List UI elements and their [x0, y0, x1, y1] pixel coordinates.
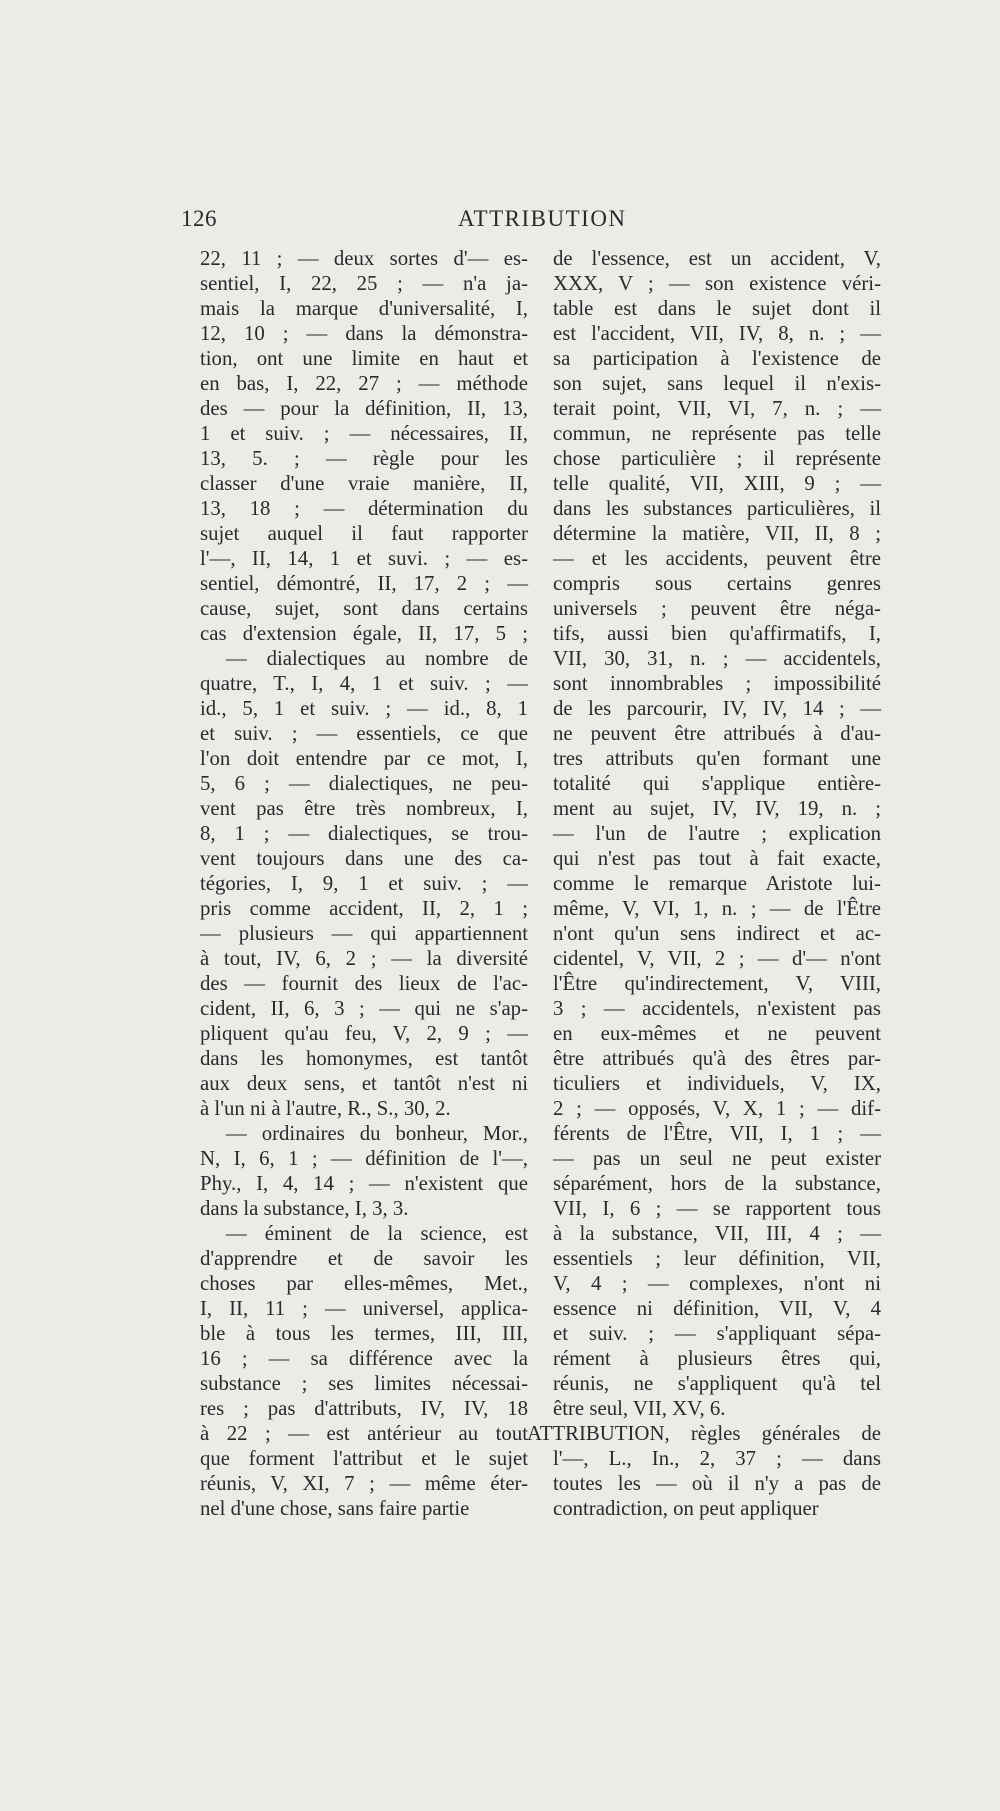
text-line: et suiv. ; — s'appliquant sépa-	[553, 1322, 881, 1345]
text-line: 5, 6 ; — dialectiques, ne peu-	[200, 772, 528, 795]
text-line: tion, ont une limite en haut et	[200, 347, 528, 370]
text-line: — l'un de l'autre ; explication	[553, 822, 881, 845]
text-line: rément à plusieurs êtres qui,	[553, 1347, 881, 1370]
text-line: cidentel, V, VII, 2 ; — d'— n'ont	[553, 947, 881, 970]
text-line: tégories, I, 9, 1 et suiv. ; —	[200, 872, 528, 895]
text-line: 12, 10 ; — dans la démonstra-	[200, 322, 528, 345]
text-line: essentiels ; leur définition, VII,	[553, 1247, 881, 1270]
text-line: est l'accident, VII, IV, 8, n. ; —	[553, 322, 881, 345]
text-line: I, II, 11 ; — universel, applica-	[200, 1297, 528, 1320]
page-header	[181, 206, 627, 238]
text-line: compris sous certains genres	[553, 572, 881, 595]
text-line: res ; pas d'attributs, IV, IV, 18	[200, 1397, 528, 1420]
text-line: à 22 ; — est antérieur au tout	[200, 1422, 528, 1445]
text-line: telle qualité, VII, XIII, 9 ; —	[553, 472, 881, 495]
text-line: des — fournit des lieux de l'ac-	[200, 972, 528, 995]
text-line: quatre, T., I, 4, 1 et suiv. ; —	[200, 672, 528, 695]
text-line: 13, 18 ; — détermination du	[200, 497, 528, 520]
text-line: cident, II, 6, 3 ; — qui ne s'ap-	[200, 997, 528, 1020]
text-line: à l'un ni à l'autre, R., S., 30, 2.	[200, 1097, 451, 1120]
text-line: des — pour la définition, II, 13,	[200, 397, 528, 420]
text-line: être seul, VII, XV, 6.	[553, 1397, 726, 1420]
text-line: XXX, V ; — son existence véri-	[553, 272, 881, 295]
text-line: sujet auquel il faut rapporter	[200, 522, 528, 545]
right-column	[527, 246, 881, 1521]
text-line: id., 5, 1 et suiv. ; — id., 8, 1	[200, 697, 528, 720]
left-column	[200, 246, 528, 1521]
text-line: l'—, L., In., 2, 37 ; — dans	[553, 1447, 881, 1470]
text-line: d'apprendre et de savoir les	[200, 1247, 528, 1270]
text-line: ne peuvent être attribués à d'au-	[553, 722, 881, 745]
text-line: dans les substances particulières, il	[553, 497, 881, 520]
text-line: essence ni définition, VII, V, 4	[553, 1297, 881, 1320]
text-line: dans la substance, I, 3, 3.	[200, 1197, 409, 1220]
text-line: 13, 5. ; — règle pour les	[200, 447, 528, 470]
text-line: que forment l'attribut et le sujet	[200, 1447, 528, 1470]
text-line: 8, 1 ; — dialectiques, se trou-	[200, 822, 528, 845]
text-line: ATTRIBUTION, règles générales de	[527, 1422, 881, 1445]
text-line: — plusieurs — qui appartiennent	[200, 922, 528, 945]
text-line: sont innombrables ; impossibilité	[553, 672, 881, 695]
text-line: même, V, VI, 1, n. ; — de l'Être	[553, 897, 881, 920]
text-line: — pas un seul ne peut exister	[553, 1147, 881, 1170]
text-line: 1 et suiv. ; — nécessaires, II,	[200, 422, 528, 445]
text-line: détermine la matière, VII, II, 8 ;	[553, 522, 881, 545]
text-line: férents de l'Être, VII, I, 1 ; —	[553, 1122, 881, 1145]
text-line: nel d'une chose, sans faire partie	[200, 1497, 470, 1520]
text-line: mais la marque d'universalité, I,	[200, 297, 528, 320]
text-line: V, 4 ; — complexes, n'ont ni	[553, 1272, 881, 1295]
text-line: à la substance, VII, III, 4 ; —	[553, 1222, 881, 1245]
text-line: son sujet, sans lequel il n'exis-	[553, 372, 881, 395]
text-line: n'ont qu'un sens indirect et ac-	[553, 922, 881, 945]
text-line: terait point, VII, VI, 7, n. ; —	[553, 397, 881, 420]
text-line: aux deux sens, et tantôt n'est ni	[200, 1072, 528, 1095]
text-line: l'on doit entendre par ce mot, I,	[200, 747, 528, 770]
text-line: de les parcourir, IV, IV, 14 ; —	[553, 697, 881, 720]
text-line: — ordinaires du bonheur, Mor.,	[226, 1122, 528, 1145]
text-line: dans les homonymes, est tantôt	[200, 1047, 528, 1070]
text-line: 16 ; — sa différence avec la	[200, 1347, 528, 1370]
text-line: chose particulière ; il représente	[553, 447, 881, 470]
text-line: l'Être qu'indirectement, V, VIII,	[553, 972, 881, 995]
text-line: pliquent qu'au feu, V, 2, 9 ; —	[200, 1022, 528, 1045]
text-line: sa participation à l'existence de	[553, 347, 881, 370]
text-line: choses par elles-mêmes, Met.,	[200, 1272, 528, 1295]
text-line: sentiel, I, 22, 25 ; — n'a ja-	[200, 272, 528, 295]
text-line: 22, 11 ; — deux sortes d'— es-	[200, 247, 528, 270]
text-line: VII, 30, 31, n. ; — accidentels,	[553, 647, 881, 670]
text-line: cas d'extension égale, II, 17, 5 ;	[200, 622, 528, 645]
text-line: en eux-mêmes et ne peuvent	[553, 1022, 881, 1045]
text-line: ment au sujet, IV, IV, 19, n. ;	[553, 797, 881, 820]
running-head: ATTRIBUTION	[458, 206, 627, 231]
text-line: réunis, ne s'appliquent qu'à tel	[553, 1372, 881, 1395]
text-line: comme le remarque Aristote lui-	[553, 872, 881, 895]
text-line: commun, ne représente pas telle	[553, 422, 881, 445]
text-line: — et les accidents, peuvent être	[553, 547, 881, 570]
text-line: tifs, aussi bien qu'affirmatifs, I,	[553, 622, 881, 645]
text-line: — dialectiques au nombre de	[226, 647, 528, 670]
text-line: toutes les — où il n'y a pas de	[553, 1472, 881, 1495]
text-line: être attribués qu'à des êtres par-	[553, 1047, 881, 1070]
text-line: réunis, V, XI, 7 ; — même éter-	[200, 1472, 528, 1495]
text-line: de l'essence, est un accident, V,	[553, 247, 881, 270]
text-line: vent toujours dans une des ca-	[200, 847, 528, 870]
text-line: contradiction, on peut appliquer	[553, 1497, 819, 1520]
text-line: qui n'est pas tout à fait exacte,	[553, 847, 881, 870]
text-line: vent pas être très nombreux, I,	[200, 797, 528, 820]
text-line: sentiel, démontré, II, 17, 2 ; —	[200, 572, 528, 595]
text-line: table est dans le sujet dont il	[553, 297, 881, 320]
text-line: en bas, I, 22, 27 ; — méthode	[200, 372, 528, 395]
page-number: 126	[181, 206, 217, 231]
text-line: totalité qui s'applique entière-	[553, 772, 881, 795]
text-line: séparément, hors de la substance,	[553, 1172, 881, 1195]
text-line: pris comme accident, II, 2, 1 ;	[200, 897, 528, 920]
text-line: — éminent de la science, est	[226, 1222, 528, 1245]
text-line: cause, sujet, sont dans certains	[200, 597, 528, 620]
text-line: ble à tous les termes, III, III,	[200, 1322, 528, 1345]
text-line: l'—, II, 14, 1 et suvi. ; — es-	[200, 547, 528, 570]
text-line: tres attributs qu'en formant une	[553, 747, 881, 770]
text-line: ticuliers et individuels, V, IX,	[553, 1072, 881, 1095]
text-line: universels ; peuvent être néga-	[553, 597, 881, 620]
text-line: substance ; ses limites nécessai-	[200, 1372, 528, 1395]
text-line: Phy., I, 4, 14 ; — n'existent que	[200, 1172, 528, 1195]
text-line: 2 ; — opposés, V, X, 1 ; — dif-	[553, 1097, 881, 1120]
text-line: N, I, 6, 1 ; — définition de l'—,	[200, 1147, 528, 1170]
text-line: à tout, IV, 6, 2 ; — la diversité	[200, 947, 528, 970]
text-line: classer d'une vraie manière, II,	[200, 472, 528, 495]
text-line: VII, I, 6 ; — se rapportent tous	[553, 1197, 881, 1220]
text-line: 3 ; — accidentels, n'existent pas	[553, 997, 881, 1020]
text-line: et suiv. ; — essentiels, ce que	[200, 722, 528, 745]
